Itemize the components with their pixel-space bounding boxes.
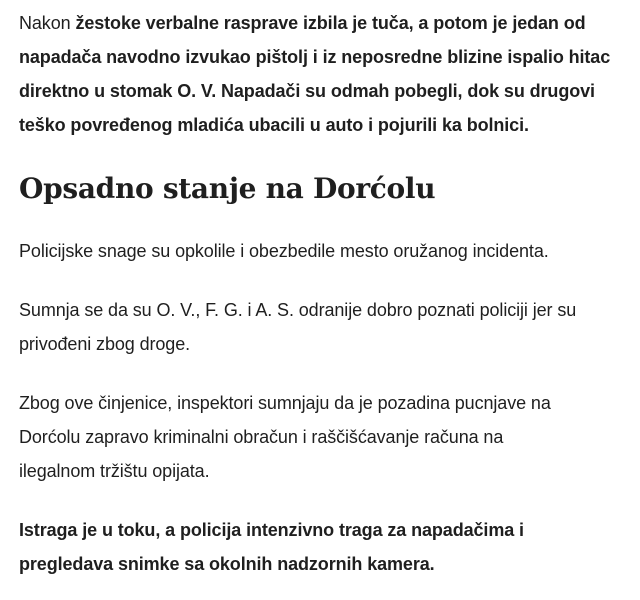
paragraph-bold-text: žestoke verbalne rasprave izbila je tuča, a potom je jedan od napadača navodno izvukao pištolj i iz neposredne blizine ispalio hitac direktno u stomak O. V. Napadači su odmah pobegli, dok su drugovi teško povređenog mladića ubacili u auto i pojurili ka bolnici. — [19, 13, 611, 135]
paragraph-incident — [19, 6, 631, 142]
paragraph-lead-text: Nakon — [19, 13, 76, 33]
paragraph-police-cordon: Policijske snage su opkolile i obezbedile mesto oružanog incidenta. — [19, 241, 549, 261]
paragraph-motive: Zbog ove činjenice, inspektori sumnjaju da je pozadina pucnjave na Dorćolu zapravo kriminalni obračun i raščišćavanje računa na ilegalnom tržištu opijata. — [19, 393, 551, 481]
section-heading: Opsadno stanje na Dorćolu — [19, 172, 436, 205]
paragraph-investigation: Istraga je u toku, a policija intenzivno traga za napadačima i pregledava snimke sa okolnih nadzornih kamera. — [19, 520, 524, 574]
paragraph-suspects: Sumnja se da su O. V., F. G. i A. S. odranije dobro poznati policiji jer su privođeni zbog droge. — [19, 300, 577, 354]
